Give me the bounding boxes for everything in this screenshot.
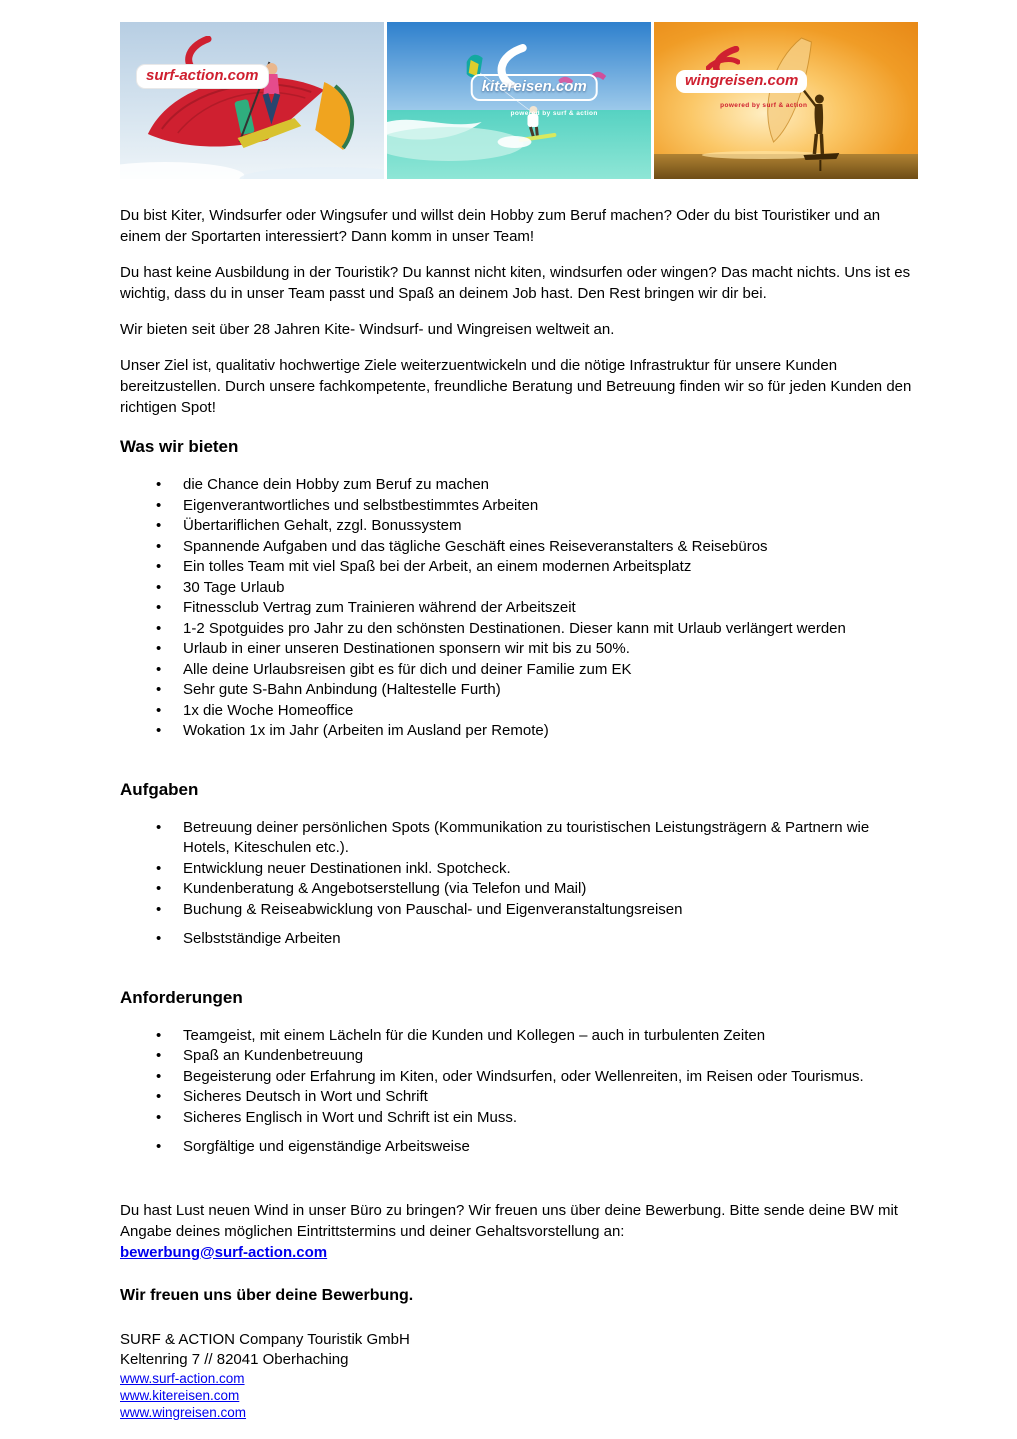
task-item: • Betreuung deiner persönlichen Spots (Kommunikation zu touristischen Leistungsträgern & Partnern wie Hotels, Kiteschulen etc.). — [120, 818, 918, 859]
task-item: • Selbstständige Arbeiten — [120, 929, 918, 950]
surf-action-logo — [136, 36, 269, 89]
company-address: Keltenring 7 // 82041 Oberhaching — [120, 1350, 349, 1368]
offer-item: • die Chance dein Hobby zum Beruf zu machen — [120, 475, 918, 496]
offer-item: • Ein tolles Team mit viel Spaß bei der Arbeit, an einem modernen Arbeitsplatz — [120, 557, 918, 578]
offer-item: • Alle deine Urlaubsreisen gibt es für dich und deiner Familie zum EK — [120, 660, 918, 681]
closing-cta: Wir freuen uns über deine Bewerbung. — [120, 1286, 414, 1304]
kitereisen-photo — [387, 22, 651, 179]
wingreisen-photo — [654, 22, 918, 179]
intro-paragraph-3: Wir bieten seit über 28 Jahren Kite- Windsurf- und Wingreisen weltweit an. — [120, 321, 615, 338]
intro-paragraph-2: Du hast keine Ausbildung in der Touristik? Du kannst nicht kiten, windsurfen oder wingen? Das macht nichts. Uns ist es wichtig, dass du in unser Team passt und Spaß an deinem Job hast. Den Rest bringen wir dir bei. — [120, 264, 911, 302]
wingreisen-tagline: powered by surf & action — [720, 102, 808, 109]
footer-link-wingreisen[interactable]: www.wingreisen.com — [120, 1404, 247, 1420]
task-item: • Kundenberatung & Angebotserstellung (via Telefon und Mail) — [120, 879, 918, 900]
email-link[interactable]: bewerbung@surf-action.com — [120, 1243, 328, 1261]
offer-item: • 30 Tage Urlaub — [120, 578, 918, 599]
wingreisen-logo-text: wingreisen.com — [676, 70, 807, 93]
requirements-list — [120, 1026, 918, 1158]
requirement-item: • Sorgfältige und eigenständige Arbeitsweise — [120, 1137, 918, 1158]
section-heading-offers: Was wir bieten — [120, 437, 239, 456]
kitereisen-logo-text: kitereisen.com — [471, 74, 598, 101]
offer-item: • Sehr gute S-Bahn Anbindung (Haltestelle Furth) — [120, 680, 918, 701]
offer-item: • Wokation 1x im Jahr (Arbeiten im Ausland per Remote) — [120, 721, 918, 742]
intro-paragraph-1: Du bist Kiter, Windsurfer oder Wingsufer und willst dein Hobby zum Beruf machen? Oder du bist Touristiker und an einem der Sportarten interessiert? Dann komm in unser Team! — [120, 207, 881, 245]
intro-paragraph-4: Unser Ziel ist, qualitativ hochwertige Ziele weiterzuentwickeln und die nötige Infrastruktur für unsere Kunden bereitzustellen. Durch unsere fachkompetente, freundliche Beratung und Betreuung finden wir so für jeden Kunden den richtigen Spot! — [120, 357, 912, 416]
offer-item: • Übertariflichen Gehalt, zzgl. Bonussystem — [120, 516, 918, 537]
footer-link-surf-action[interactable]: www.surf-action.com — [120, 1370, 245, 1386]
offer-item: • Spannende Aufgaben und das tägliche Geschäft eines Reiseveranstalters & Reisebüros — [120, 537, 918, 558]
kitereisen-tagline: powered by surf & action — [510, 110, 598, 117]
closing-paragraph: Du hast Lust neuen Wind in unser Büro zu bringen? Wir freuen uns über deine Bewerbung. Bitte sende deine BW mit Angabe deines möglichen Eintrittstermins und deiner Gehaltsvorstellung an: — [120, 1201, 898, 1240]
section-heading-tasks: Aufgaben — [120, 779, 199, 799]
offer-item: • Eigenverantwortliches und selbstbestimmtes Arbeiten — [120, 496, 918, 517]
company-name: SURF & ACTION Company Touristik GmbH — [120, 1330, 410, 1348]
offer-item: • 1-2 Spotguides pro Jahr zu den schönsten Destinationen. Dieser kann mit Urlaub verlängert werden — [120, 619, 918, 640]
task-item: • Entwicklung neuer Destinationen inkl. Spotcheck. — [120, 859, 918, 880]
requirement-item: • Spaß an Kundenbetreuung — [120, 1046, 918, 1067]
requirement-item: • Sicheres Englisch in Wort und Schrift ist ein Muss. — [120, 1108, 918, 1129]
header-image-strip — [120, 22, 918, 179]
footer-link-kitereisen[interactable]: www.kitereisen.com — [120, 1387, 240, 1403]
section-heading-requirements: Anforderungen — [120, 987, 243, 1007]
surf-action-logo-text: surf-action.com — [136, 64, 269, 89]
requirement-item: • Sicheres Deutsch in Wort und Schrift — [120, 1087, 918, 1108]
tasks-list — [120, 818, 918, 950]
offer-item: • Fitnessclub Vertrag zum Trainieren während der Arbeitszeit — [120, 598, 918, 619]
requirement-item: • Teamgeist, mit einem Lächeln für die Kunden und Kollegen – auch in turbulenten Zeiten — [120, 1026, 918, 1047]
surf-action-photo — [120, 22, 384, 179]
offers-list — [120, 475, 918, 742]
footer — [120, 1330, 918, 1421]
kitereisen-logo — [471, 44, 598, 124]
closing-block — [120, 1200, 918, 1306]
offer-item: • 1x die Woche Homeoffice — [120, 701, 918, 722]
task-item: • Buchung & Reiseabwicklung von Pauschal- und Eigenveranstaltungsreisen — [120, 900, 918, 921]
offer-item: • Urlaub in einer unseren Destinationen sponsern wir mit bis zu 50%. — [120, 639, 918, 660]
wingreisen-logo — [676, 46, 807, 116]
requirement-item: • Begeisterung oder Erfahrung im Kiten, oder Windsurfen, oder Wellenreiten, im Reisen oder Tourismus. — [120, 1067, 918, 1088]
